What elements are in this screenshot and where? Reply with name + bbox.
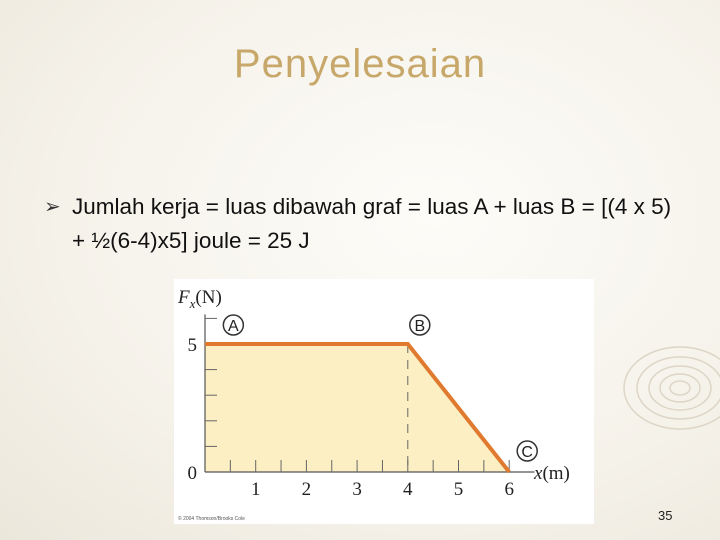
x-tick-label: 4 (403, 479, 413, 500)
x-tick-label: 5 (453, 479, 464, 500)
chart-container (174, 279, 594, 524)
point-label-a: A (228, 318, 239, 335)
x-axis-label: x(m) (534, 463, 570, 484)
point-label-c: C (521, 444, 533, 461)
ripple-decoration (600, 340, 720, 450)
x-tick-label: 2 (301, 479, 312, 500)
slide-title: Penyelesaian (233, 42, 487, 86)
point-label-b: B (414, 318, 426, 335)
copyright-note: © 2004 Thomson/Brooks Cole (178, 516, 245, 522)
y-tick-label: 5 (187, 335, 197, 356)
slide-number: 35 (658, 508, 673, 523)
bullet-text: Jumlah kerja = luas dibawah graf = luas A + luas B = [(4 x 5) + ½(6-4)x5] joule = 25 J (72, 194, 672, 253)
y-tick-label: 0 (187, 463, 197, 484)
x-tick-label: 1 (250, 479, 261, 500)
x-tick-label: 3 (352, 479, 362, 500)
arrow-bullet-icon: ➢ (44, 194, 61, 218)
force-distance-chart (174, 279, 594, 524)
x-tick-label: 6 (504, 479, 514, 500)
area-under-graph (205, 344, 509, 472)
bullet-item (44, 190, 684, 258)
y-axis-label: $F_x(N)$ (178, 287, 222, 311)
